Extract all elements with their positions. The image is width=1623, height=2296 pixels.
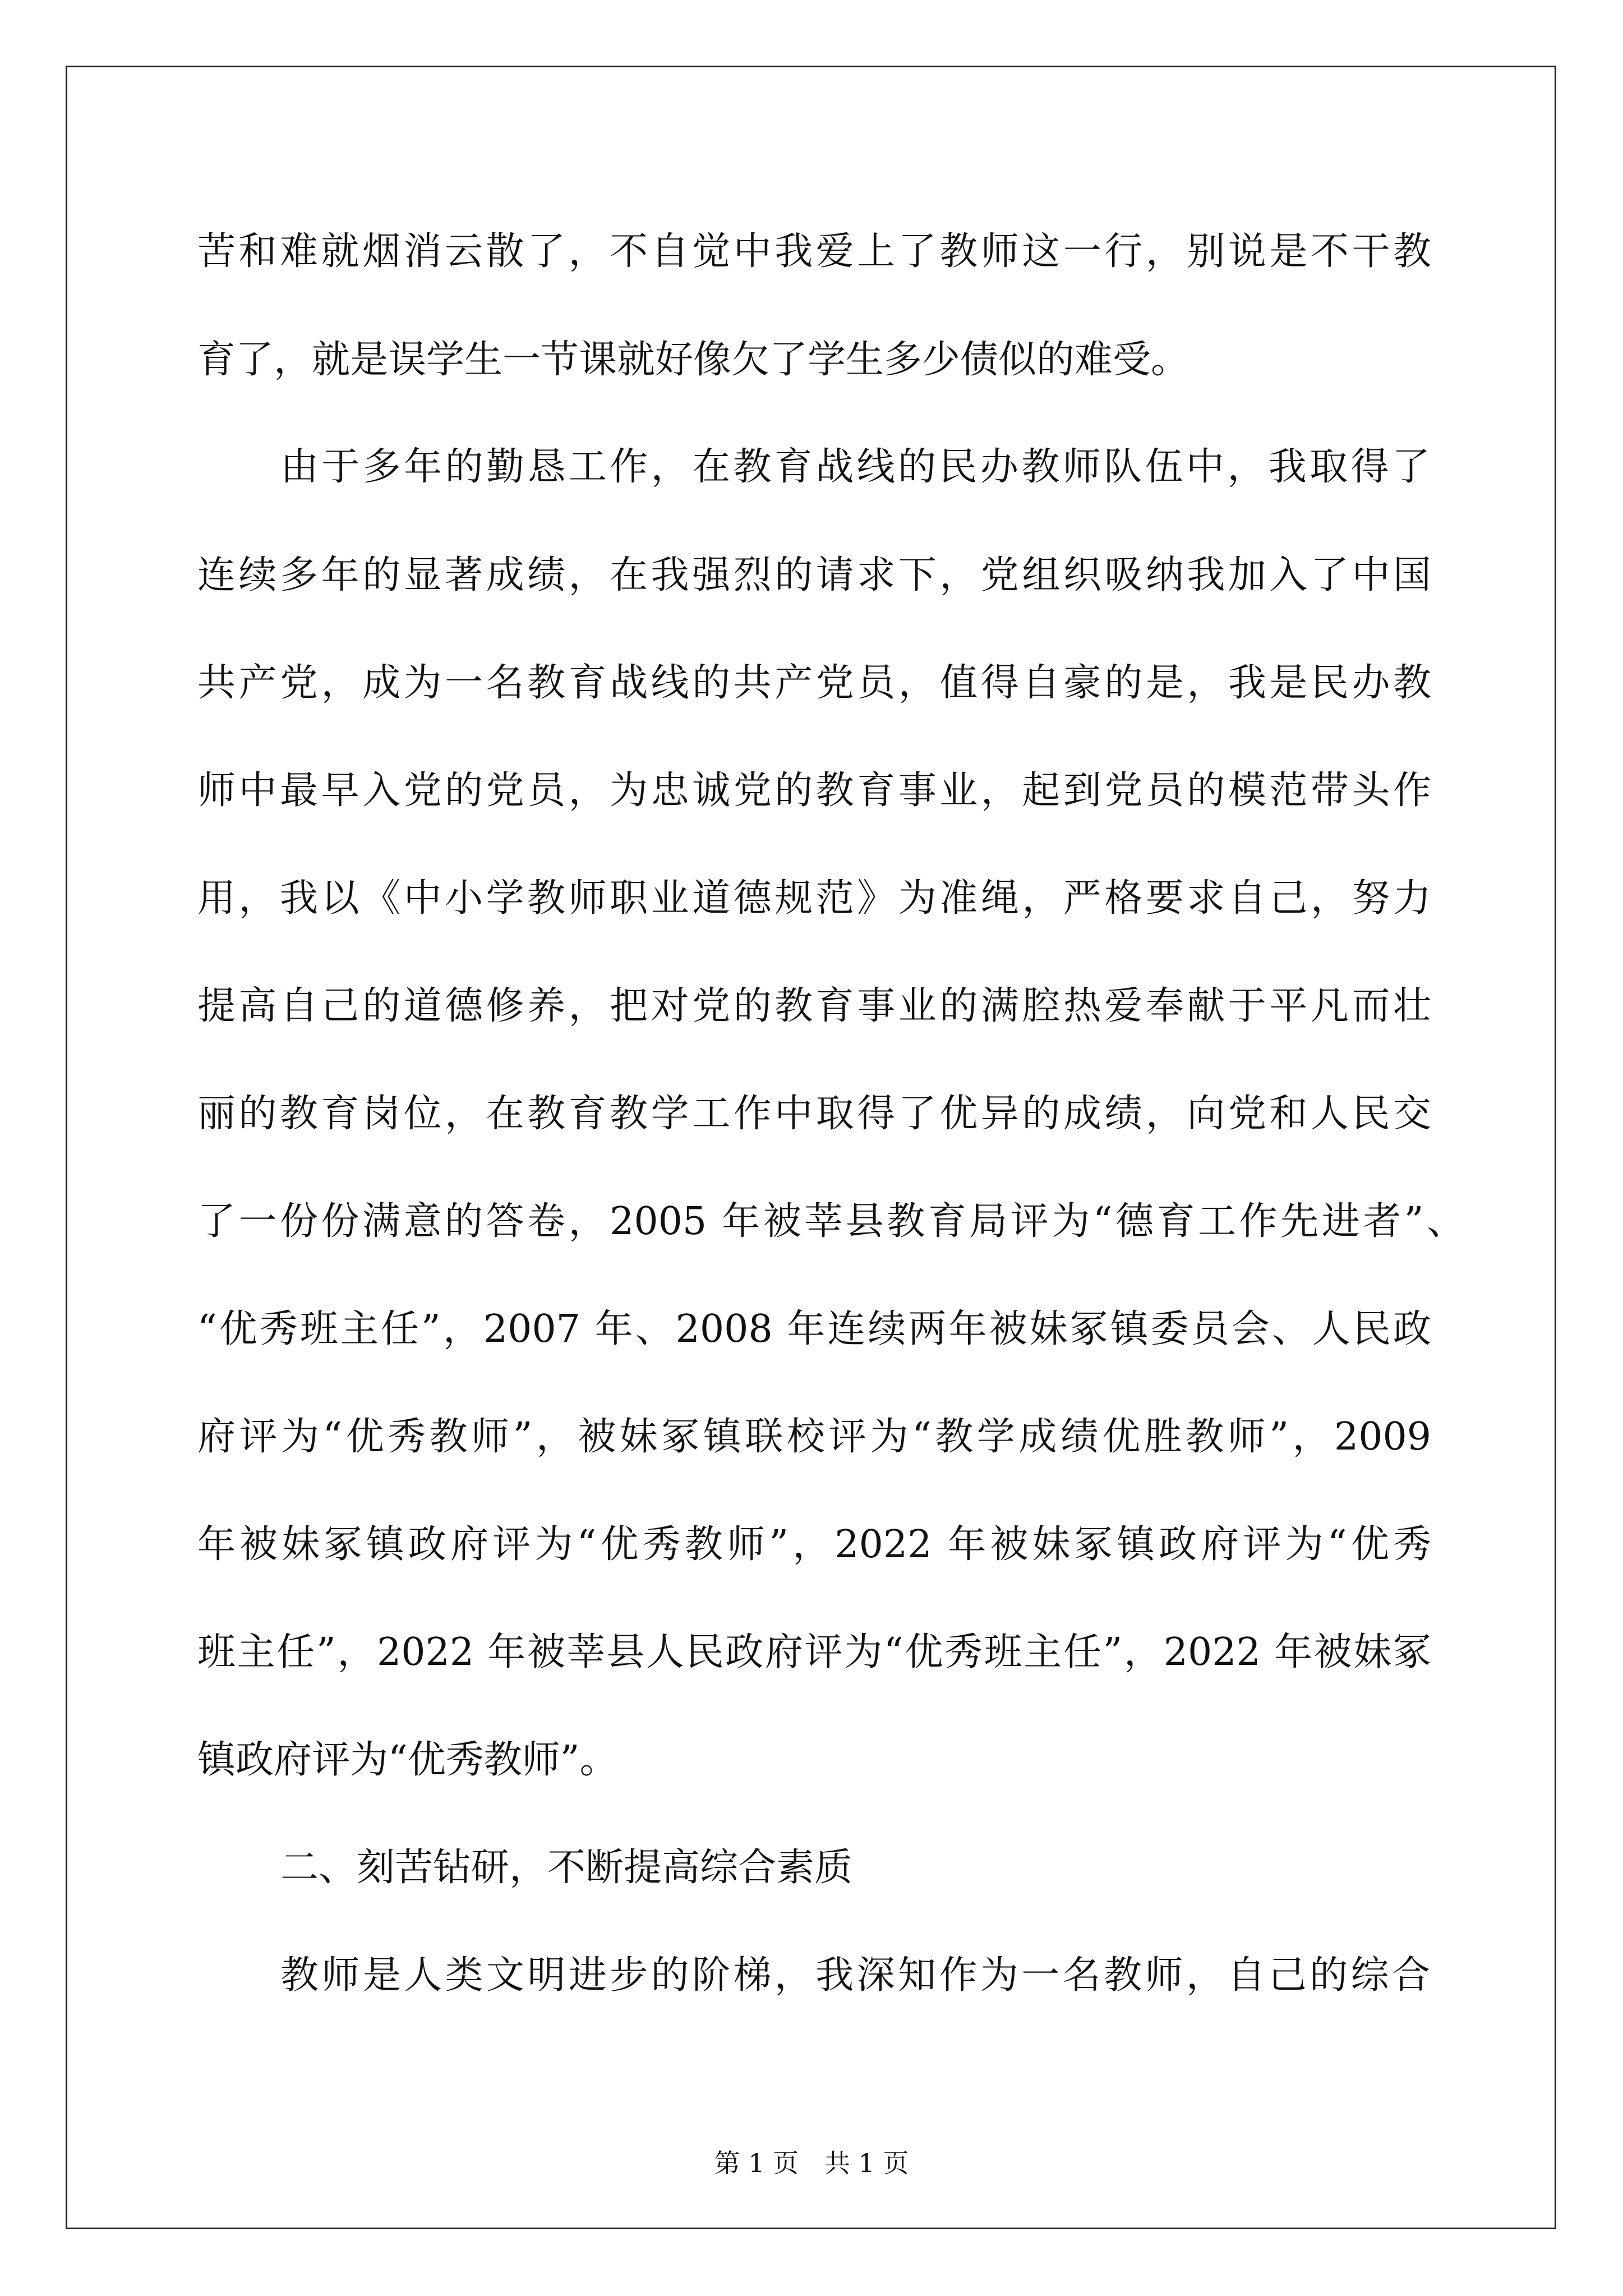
text-line: 年被妹冢镇政府评为“优秀教师”，2022 年被妹冢镇政府评为“优秀	[197, 1522, 1431, 1567]
text-line: 丽的教育岗位，在教育教学工作中取得了优异的成绩，向党和人民交	[197, 1092, 1431, 1136]
text-line: 师中最早入党的党员，为忠诚党的教育事业，起到党员的模范带头作	[197, 769, 1431, 813]
text-line: 提高自己的道德修养，把对党的教育事业的满腔热爱奉献于平凡而壮	[197, 984, 1431, 1028]
text-line: 由于多年的勤恳工作，在教育战线的民办教师队伍中，我取得了	[280, 445, 1430, 489]
text-line: 班主任”，2022 年被莘县人民政府评为“优秀班主任”，2022 年被妹冢	[197, 1630, 1431, 1674]
page-border	[66, 66, 1556, 2229]
text-line: 了一份份满意的答卷，2005 年被莘县教育局评为“德育工作先进者”、	[197, 1199, 1465, 1244]
text-line: 教师是人类文明进步的阶梯，我深知作为一名教师，自己的综合	[280, 1953, 1430, 1998]
text-line: “优秀班主任”，2007 年、2008 年连续两年被妹冢镇委员会、人民政	[197, 1307, 1431, 1351]
text-line: 连续多年的显著成绩，在我强烈的请求下，党组织吸纳我加入了中国	[197, 553, 1431, 597]
section-heading: 二、刻苦钻研，不断提高综合素质	[280, 1846, 853, 1890]
page-number: 第 1 页 共 1 页	[714, 2148, 909, 2178]
text-line: 育了，就是误学生一节课就好像欠了学生多少债似的难受。	[197, 338, 1189, 382]
text-line: 用，我以《中小学教师职业道德规范》为准绳，严格要求自己，努力	[197, 876, 1431, 921]
text-line: 府评为“优秀教师”，被妹冢镇联校评为“教学成绩优胜教师”，2009	[197, 1415, 1431, 1459]
text-line: 共产党，成为一名教育战线的共产党员，值得自豪的是，我是民办教	[197, 661, 1431, 705]
text-line: 镇政府评为“优秀教师”。	[197, 1738, 618, 1782]
text-line: 苦和难就烟消云散了，不自觉中我爱上了教师这一行，别说是不干教	[197, 229, 1431, 274]
